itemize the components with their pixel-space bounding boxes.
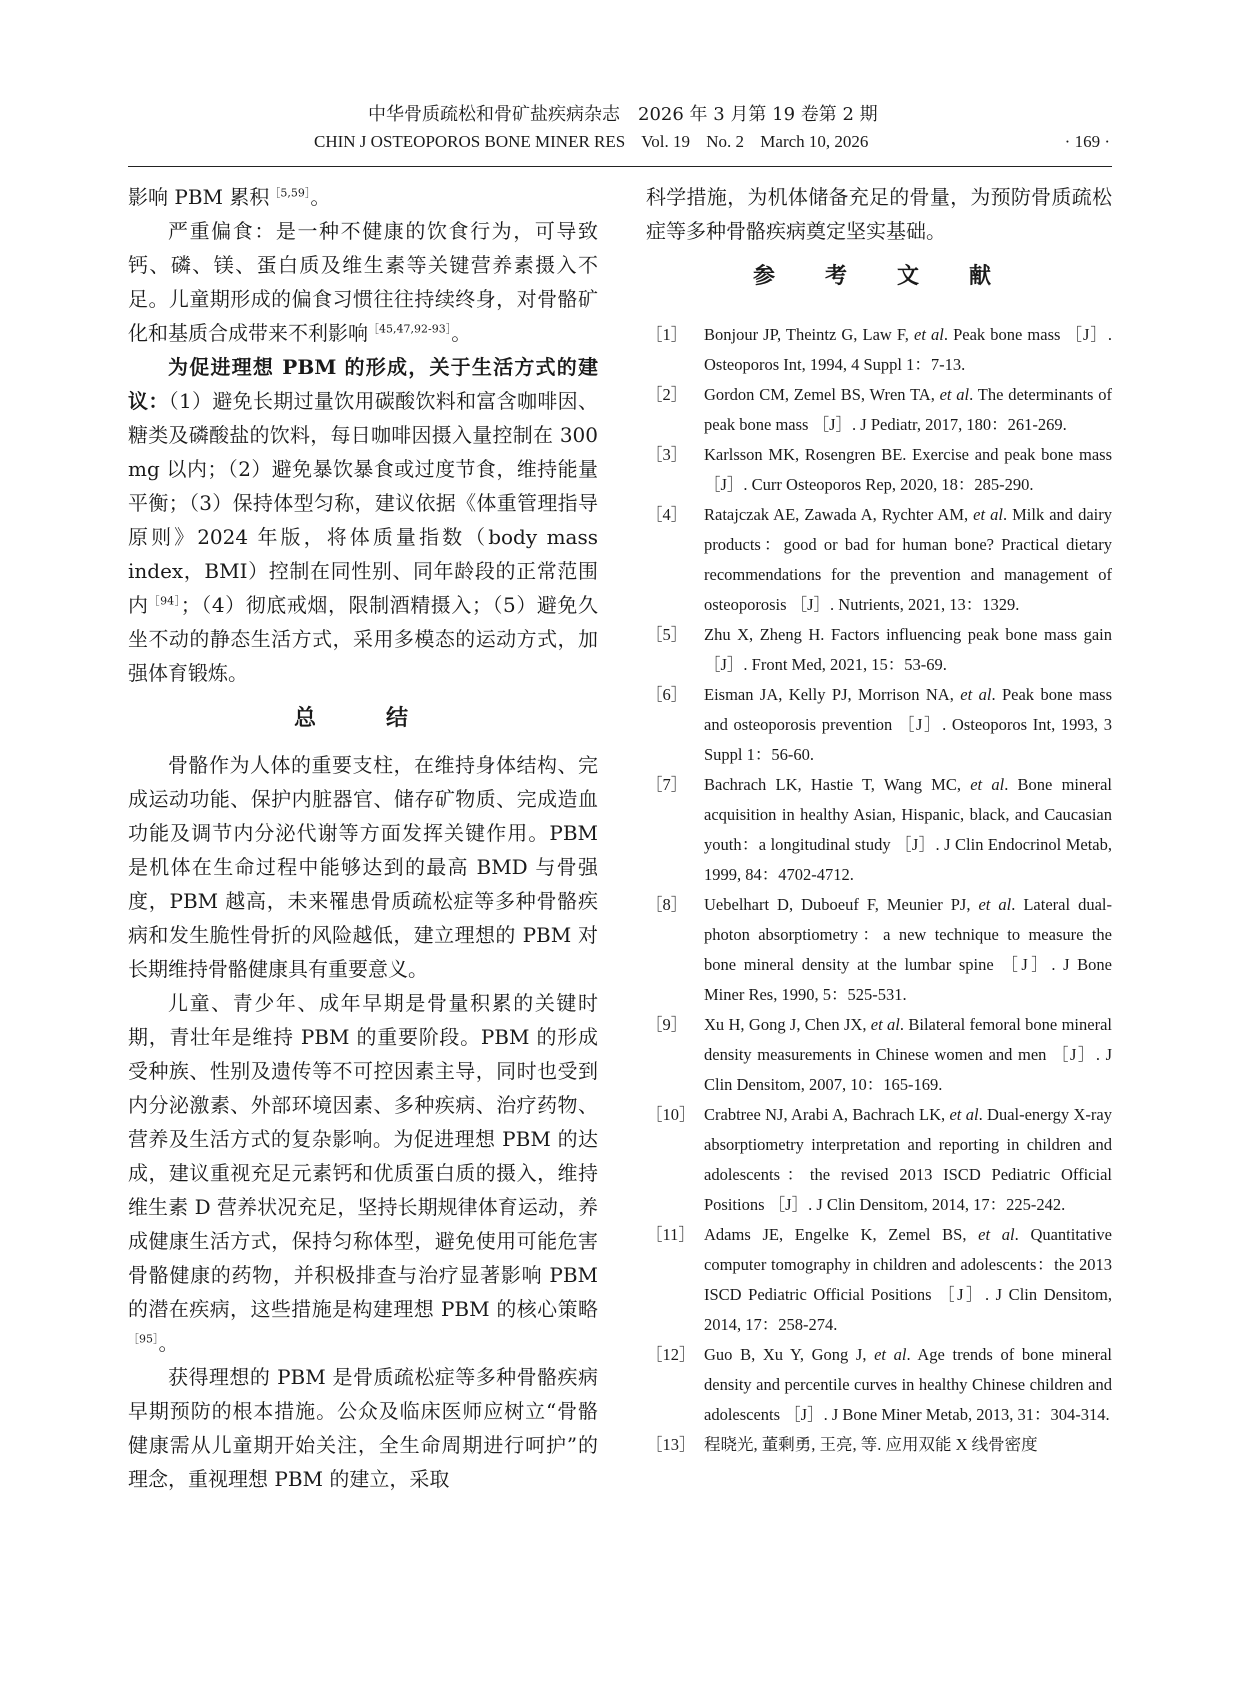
issue-number: No. 2 — [706, 132, 745, 151]
paragraph: 科学措施，为机体储备充足的骨量，为预防骨质疏松症等多种骨骼疾病奠定坚实基础。 — [646, 185, 1112, 243]
reference-number: ［12］ — [646, 1345, 696, 1364]
reference-item — [646, 1010, 1112, 1100]
references-title: 参 考 文 献 — [752, 264, 1005, 289]
citation: ［5,59］ — [269, 186, 311, 200]
reference-number: ［7］ — [646, 775, 688, 794]
reference-item — [646, 890, 1112, 1010]
reference-item — [646, 1340, 1112, 1430]
reference-text: Uebelhart D, Duboeuf F, Meunier PJ, et al. Lateral dual-photon absorptiometry：a new technique to measure the bone mineral density at the lumbar spine ［J］. J Bone Miner Res, 1990, 5：525-531. — [704, 895, 1112, 1004]
page-number: · 169 · — [1064, 132, 1110, 151]
reference-item — [646, 440, 1112, 500]
reference-item — [646, 620, 1112, 680]
reference-number: ［1］ — [646, 325, 688, 344]
reference-number: ［10］ — [646, 1105, 696, 1124]
reference-item — [646, 770, 1112, 890]
paragraph: 严重偏食：是一种不健康的饮食行为，可导致钙、磷、镁、蛋白质及维生素等关键营养素摄入不足。儿童期形成的偏食习惯往往持续终身，对骨骼矿化和基质合成带来不利影响$^{[45,47,92-93]}$。 — [128, 219, 598, 345]
reference-number: ［13］ — [646, 1435, 696, 1454]
reference-item — [646, 320, 1112, 380]
paragraph: 为促进理想 PBM 的形成，关于生活方式的建议：（1）避免长期过量饮用碳酸饮料和富含咖啡因、糖类及磷酸盐的饮料，每日咖啡因摄入量控制在 300 mg 以内；（2）避免暴饮暴食或过度节食，维持能量平衡；（3）保持体型匀称，建议依据《体重管理指导原则》2024 年版，将体质量指数（body mass index，BMI）控制在同性别、同年龄段的正常范围内$^{[94]}$；（4）彻底戒烟，限制酒精摄入；（5）避免久坐不动的静态生活方式，采用多模态的运动方式，加强体育锻炼。 — [128, 355, 598, 685]
paragraph: 骨骼作为人体的重要支柱，在维持身体结构、完成运动功能、保护内脏器官、储存矿物质、完成造血功能及调节内分泌代谢等方面发挥关键作用。PBM 是机体在生命过程中能够达到的最高 BMD 与骨强度，PBM 越高，未来罹患骨质疏松症等多种骨骼疾病和发生脆性骨折的风险越低，建立理想的 PBM 对长期维持骨骼健康具有重要意义。 — [128, 753, 598, 981]
reference-item — [646, 1100, 1112, 1220]
reference-number: ［9］ — [646, 1015, 688, 1034]
bold-lead: 为促进理想 PBM 的形成，关于生活方式的建议： — [128, 355, 598, 413]
reference-item — [646, 1220, 1112, 1340]
paragraph: 获得理想的 PBM 是骨质疏松症等多种骨骼疾病早期预防的根本措施。公众及临床医师应树立“骨骼健康需从儿童期开始关注，全生命周期进行呵护”的理念，重视理想 PBM 的建立，采取 — [128, 1365, 598, 1491]
reference-item — [646, 380, 1112, 440]
reference-number: ［4］ — [646, 505, 688, 524]
reference-list — [646, 320, 1112, 1460]
reference-text: Adams JE, Engelke K, Zemel BS, et al. Quantitative computer tomography in children and adolescents：the 2013 ISCD Pediatric Official Positions ［J］. J Clin Densitom, 2014, 17：258-274. — [704, 1225, 1112, 1334]
citation: ［45,47,92-93］ — [368, 322, 452, 336]
reference-number: ［3］ — [646, 445, 688, 464]
journal-title-cn: 中华骨质疏松和骨矿盐疾病杂志 2026 年 3 月第 19 卷第 2 期 — [368, 104, 878, 125]
section-title: 总 结 — [293, 706, 432, 731]
reference-number: ［6］ — [646, 685, 688, 704]
reference-text: Gordon CM, Zemel BS, Wren TA, et al. The determinants of peak bone mass ［J］. J Pediatr, 2017, 180：261-269. — [704, 385, 1112, 434]
reference-text: Ratajczak AE, Zawada A, Rychter AM, et al. Milk and dairy products：good or bad for human bone? Practical dietary recommendations for the prevention and management of osteoporosis ［J］. Nutrients, 2021, 13：1329. — [704, 505, 1112, 614]
reference-item — [646, 1430, 1112, 1460]
issue-date: March 10, 2026 — [760, 132, 869, 151]
reference-number: ［8］ — [646, 895, 688, 914]
reference-text: Eisman JA, Kelly PJ, Morrison NA, et al. Peak bone mass and osteoporosis prevention ［J］. Osteoporos Int, 1993, 3 Suppl 1：56-60. — [704, 685, 1112, 764]
left-column — [128, 180, 598, 1496]
journal-title-en-line — [314, 132, 880, 152]
journal-title-en: CHIN J OSTEOPOROS BONE MINER RES — [314, 132, 626, 151]
reference-text: Bonjour JP, Theintz G, Law F, et al. Peak bone mass ［J］. Osteoporos Int, 1994, 4 Suppl 1：7-13. — [704, 325, 1112, 374]
paragraph: 影响 PBM 累积$^{[5,59]}$。 — [128, 185, 331, 209]
volume: Vol. 19 — [641, 132, 690, 151]
header-rule — [128, 166, 1112, 167]
reference-text: Xu H, Gong J, Chen JX, et al. Bilateral femoral bone mineral density measurements in Chinese women and men ［J］. J Clin Densitom, 2007, 10：165-169. — [704, 1015, 1112, 1094]
right-column — [646, 180, 1112, 306]
reference-text: Guo B, Xu Y, Gong J, et al. Age trends of bone mineral density and percentile curves in healthy Chinese children and adolescents ［J］. J Bone Miner Metab, 2013, 31：304-314. — [704, 1345, 1112, 1424]
reference-text: Zhu X, Zheng H. Factors influencing peak bone mass gain ［J］. Front Med, 2021, 15：53-69. — [704, 625, 1112, 674]
citation: ［95］ — [128, 1332, 159, 1346]
paragraph: 儿童、青少年、成年早期是骨量积累的关键时期，青壮年是维持 PBM 的重要阶段。PBM 的形成受种族、性别及遗传等不可控因素主导，同时也受到内分泌激素、外部环境因素、多种疾病、治疗药物、营养及生活方式的复杂影响。为促进理想 PBM 的达成，建议重视充足元素钙和优质蛋白质的摄入，维持维生素 D 营养状况充足，坚持长期规律体育运动，养成健康生活方式，保持匀称体型，避免使用可能危害骨骼健康的药物，并积极排查与治疗显著影响 PBM 的潜在疾病，这些措施是构建理想 PBM 的核心策略$^{[95]}$。 — [128, 991, 598, 1355]
reference-text: Karlsson MK, Rosengren BE. Exercise and peak bone mass ［J］. Curr Osteoporos Rep, 2020, 18：285-290. — [704, 445, 1112, 494]
reference-item — [646, 500, 1112, 620]
reference-text: Crabtree NJ, Arabi A, Bachrach LK, et al. Dual-energy X-ray absorptiometry interpretation and reporting in children and adolescents：the revised 2013 ISCD Pediatric Official Positions ［J］. J Clin Densitom, 2014, 17：225-242. — [704, 1105, 1112, 1214]
reference-number: ［2］ — [646, 385, 688, 404]
reference-text: Bachrach LK, Hastie T, Wang MC, et al. Bone mineral acquisition in healthy Asian, Hispanic, black, and Caucasian youth：a longitudinal study ［J］. J Clin Endocrinol Metab, 1999, 84：4702-4712. — [704, 775, 1112, 884]
reference-number: ［5］ — [646, 625, 688, 644]
citation: ［94］ — [148, 594, 181, 608]
reference-item — [646, 680, 1112, 770]
reference-number: ［11］ — [646, 1225, 695, 1244]
reference-text: 程晓光, 董剩勇, 王亮, 等. 应用双能 X 线骨密度 — [704, 1435, 1038, 1454]
